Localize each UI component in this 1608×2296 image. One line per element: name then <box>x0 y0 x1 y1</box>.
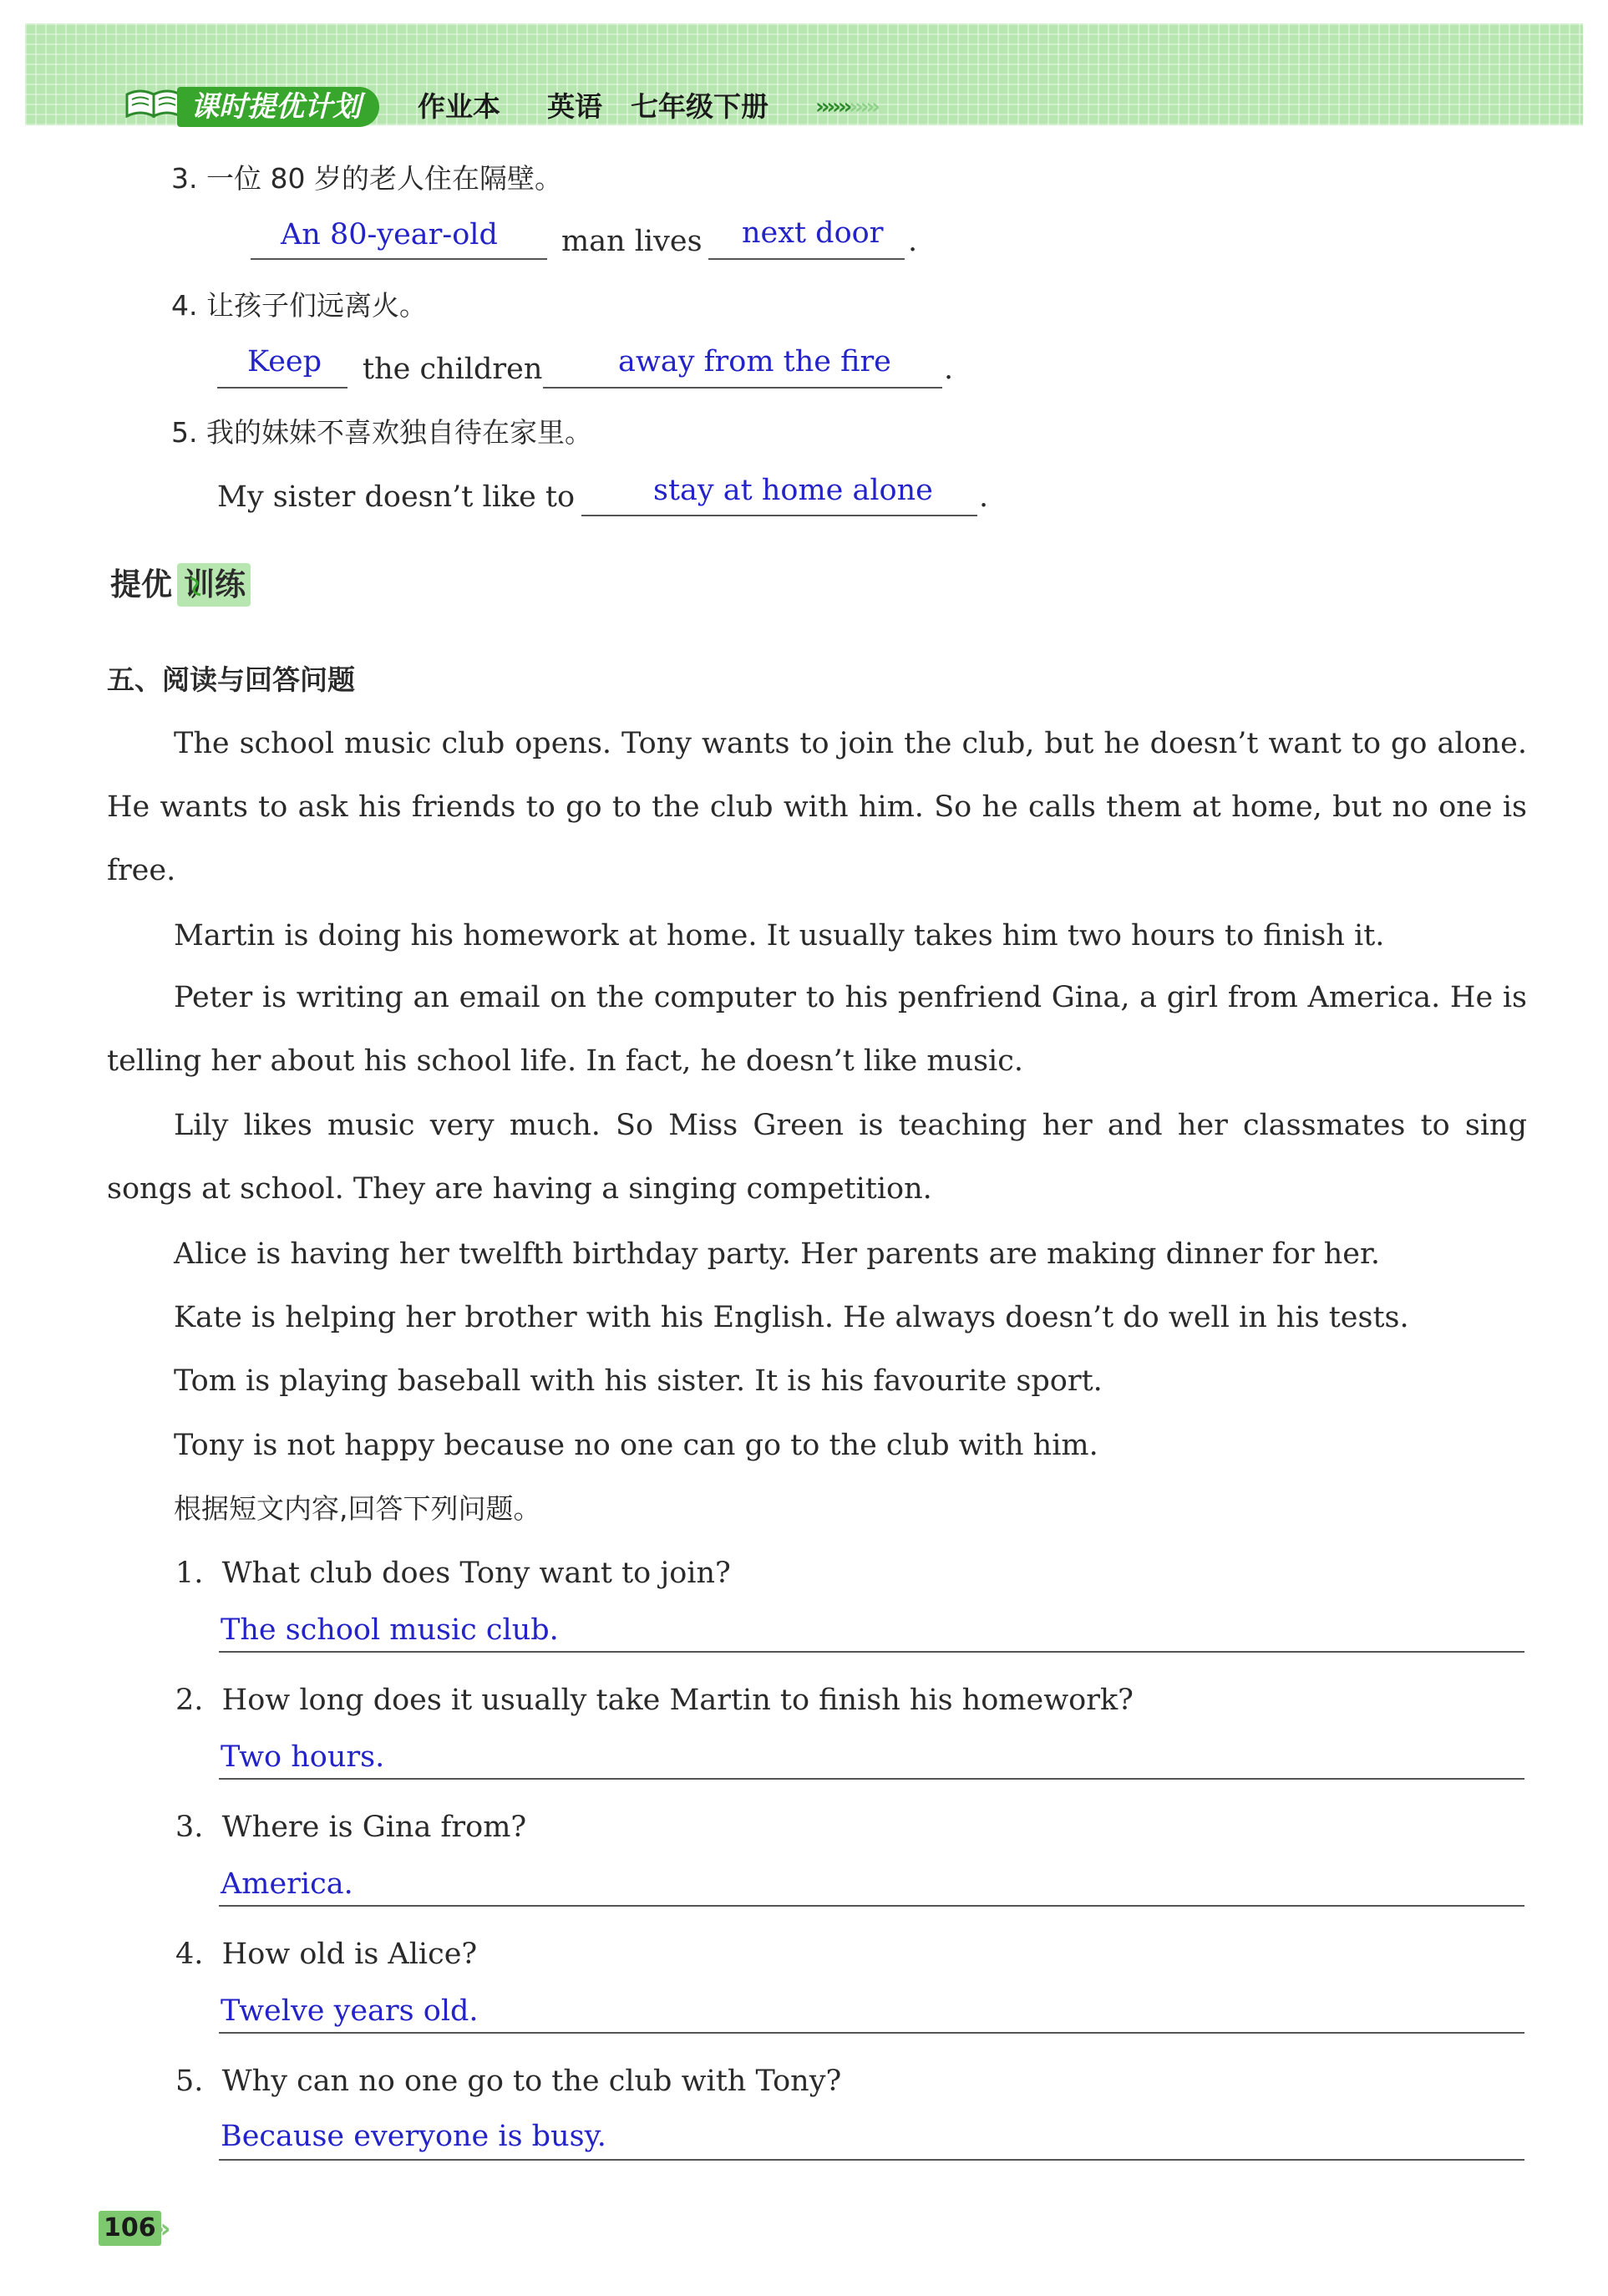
question-4: 4. How old is Alice? <box>175 1938 478 1971</box>
question-1: 1. What club does Tony want to join? <box>175 1557 731 1590</box>
subject: 英语 <box>547 90 602 123</box>
passage-paragraph-3: Peter is writing an email on the computer to his penfriend Gina, a girl from America. He is telling her about his school life. In fact, he doesn’t like music. <box>107 981 1527 1078</box>
instruction: 根据短文内容,回答下列问题。 <box>174 1492 541 1525</box>
item-5-text: My sister doesn’t like to <box>217 480 576 514</box>
passage-paragraph-7: Tom is playing baseball with his sister. It is his favourite sport. <box>174 1364 1103 1398</box>
passage-paragraph-4: Lily likes music very much. So Miss Green is teaching her and her classmates to sing songs at school. They are having a singing competition. <box>107 1109 1527 1206</box>
page-number: 106 <box>99 2211 161 2246</box>
item-3-end: . <box>908 225 918 258</box>
item-5-prompt: 5. 我的妹妹不喜欢独自待在家里。 <box>171 416 592 449</box>
answer-5: Because everyone is busy. <box>221 2120 606 2153</box>
header-chevrons: ››››››››››› <box>815 94 877 119</box>
open-book-icon <box>124 86 184 118</box>
question-3: 3. Where is Gina from? <box>175 1811 527 1844</box>
question-2: 2. How long does it usually take Martin to finish his homework? <box>175 1684 1134 1717</box>
answer-3: America. <box>221 1867 353 1901</box>
answer-line-3 <box>219 1905 1524 1907</box>
item-5-end: . <box>979 480 989 514</box>
item-3-blank-1 <box>251 258 547 260</box>
answer-line-2 <box>219 1778 1524 1780</box>
item-5-answer: stay at home alone <box>653 474 933 507</box>
item-3-prompt: 3. 一位 80 岁的老人住在隔壁。 <box>171 162 562 195</box>
item-3-answer-1: An 80-year-old <box>281 218 498 251</box>
grade: 七年级下册 <box>631 90 768 123</box>
passage-paragraph-2: Martin is doing his homework at home. It usually takes him two hours to finish it. <box>174 919 1385 952</box>
item-4-end: . <box>944 353 954 386</box>
item-3-blank-2 <box>708 258 905 260</box>
passage-paragraph-8: Tony is not happy because no one can go to the club with him. <box>174 1429 1098 1462</box>
item-4-blank-1 <box>217 387 347 389</box>
answer-line-4 <box>219 2032 1524 2034</box>
section-tag: 提优 训练 <box>110 563 251 607</box>
answer-4: Twelve years old. <box>221 1994 479 2028</box>
section-title: 五、阅读与回答问题 <box>107 663 355 696</box>
answer-1: The school music club. <box>221 1613 559 1647</box>
passage-paragraph-1: The school music club opens. Tony wants to join the club, but he doesn’t want to go alone. He wants to ask his friends to go to the club with him. So he calls them at home, but no one is free. <box>107 727 1527 887</box>
item-4-prompt: 4. 让孩子们远离火。 <box>171 289 427 322</box>
item-3-answer-2: next door <box>742 216 884 250</box>
item-5-blank <box>581 515 977 516</box>
answer-line-1 <box>219 1651 1524 1653</box>
tag-link-icon <box>189 575 202 598</box>
page-chevron-icon: » <box>154 2212 171 2244</box>
item-4-text: the children <box>363 353 543 386</box>
item-4-answer-2: away from the fire <box>618 345 891 378</box>
book-type: 作业本 <box>418 90 500 123</box>
item-3-text: man lives <box>561 225 703 258</box>
passage-paragraph-6: Kate is helping her brother with his English. He always doesn’t do well in his tests. <box>174 1301 1409 1334</box>
answer-2: Two hours. <box>221 1740 385 1774</box>
series-logo: 课时提优计划 <box>177 87 379 127</box>
answer-line-5 <box>219 2159 1524 2161</box>
passage-paragraph-5: Alice is having her twelfth birthday party. Her parents are making dinner for her. <box>174 1237 1380 1271</box>
question-5: 5. Why can no one go to the club with Tony? <box>175 2065 842 2098</box>
item-4-blank-2 <box>543 387 942 389</box>
item-4-answer-1: Keep <box>247 345 322 378</box>
